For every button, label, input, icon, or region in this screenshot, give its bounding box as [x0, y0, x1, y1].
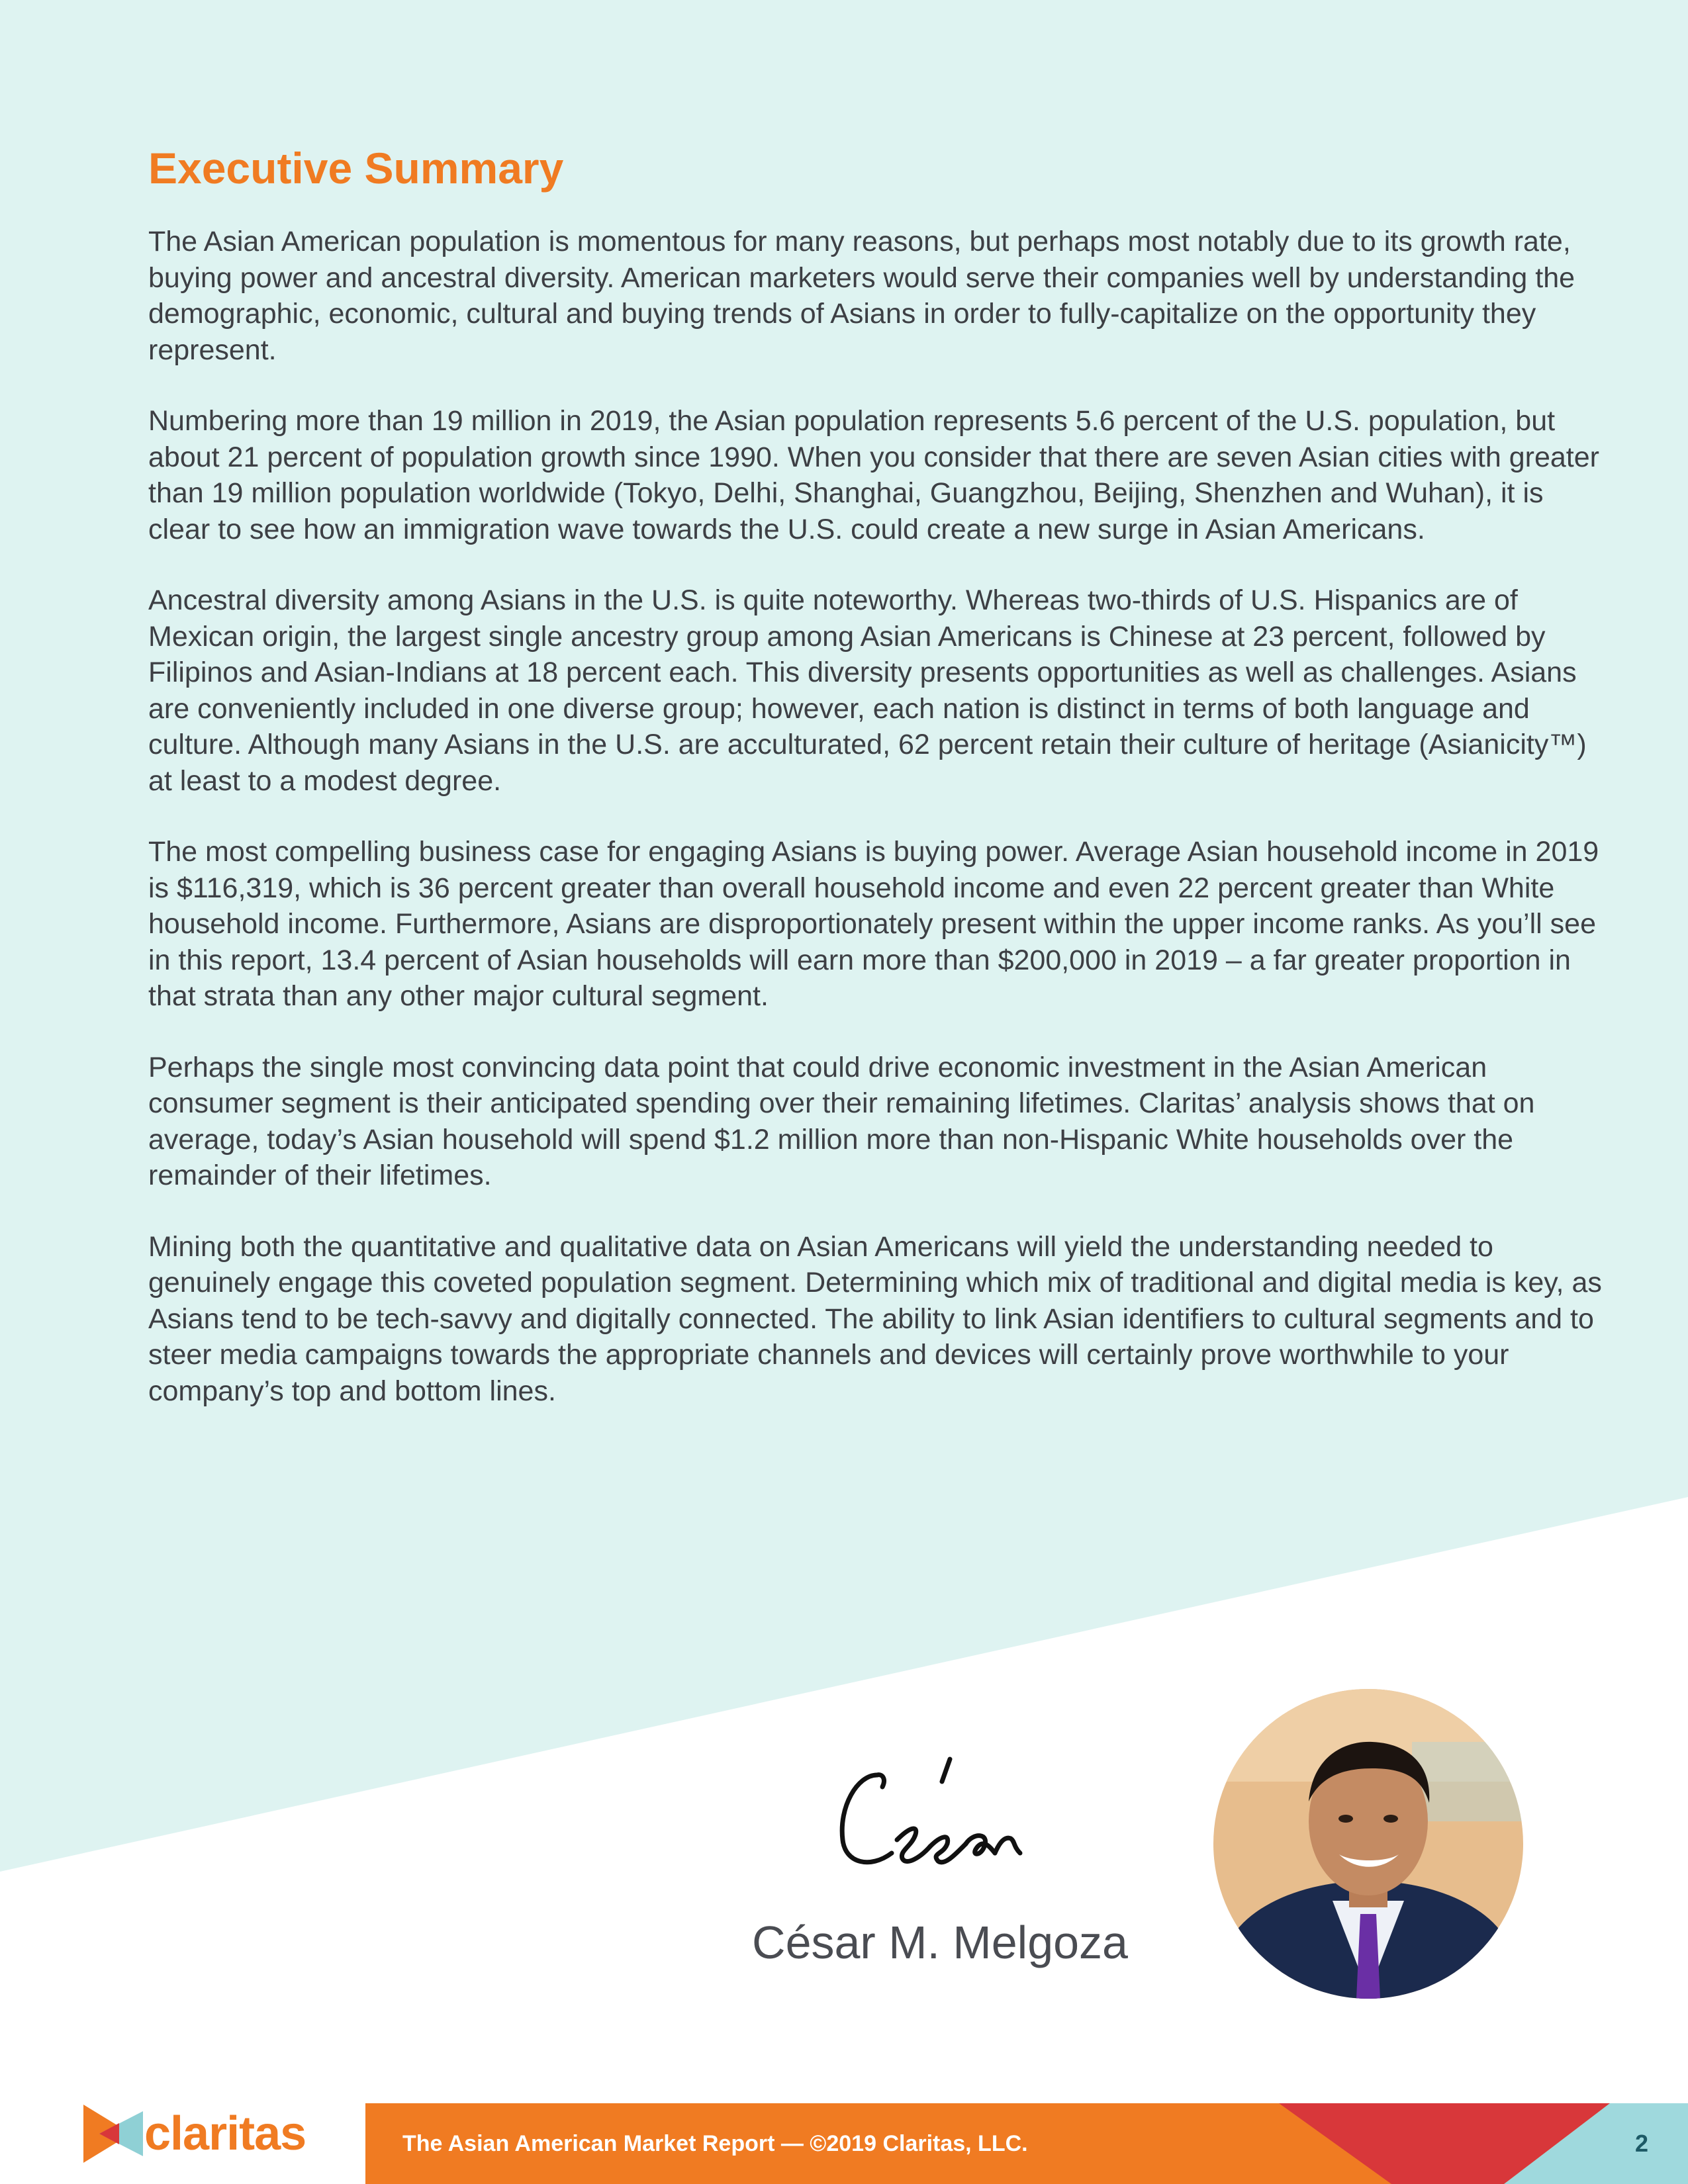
signature	[831, 1747, 1043, 1886]
claritas-logo	[79, 2102, 331, 2165]
executive-summary	[148, 139, 1605, 1444]
claritas-wordmark: claritas	[144, 2107, 306, 2160]
paragraph: The most compelling business case for engaging Asians is buying power. Average Asian household income in 2019 is $116,319, which is 36 percent greater than overall household income and even 22 percent greater than White household income. Furthermore, Asians are disproportionately present within the upper income ranks. As you’ll see in this report, 13.4 percent of Asian households will earn more than $200,000 in 2019 – a far greater proportion in that strata than any other major cultural segment.	[148, 836, 1599, 1012]
page-number: 2	[1634, 2130, 1649, 2157]
paragraph: Ancestral diversity among Asians in the U.S. is quite noteworthy. Whereas two-thirds of U.S. Hispanics are of Mexican origin, the largest single ancestry group among Asian Americans is Chinese at 23 percent, followed by Filipinos and Asian-Indians at 18 percent each. This diversity presents opportunities as well as challenges. Asians are conveniently included in one diverse group; however, each nation is distinct in terms of both language and culture. Although many Asians in the U.S. are acculturated, 62 percent retain their culture of heritage (Asianicity™) at least to a modest degree.	[148, 584, 1587, 797]
author-photo	[1213, 1689, 1523, 1999]
paragraph: Numbering more than 19 million in 2019, the Asian population represents 5.6 percent of the U.S. population, but about 21 percent of population growth since 1990. When you consider that there are seven Asian cities with greater than 19 million population worldwide (Tokyo, Delhi, Shanghai, Guangzhou, Beijing, Shenzhen and Wuhan), it is clear to see how an immigration wave towards the U.S. could create a new surge in Asian Americans.	[148, 405, 1599, 545]
footer-report-title: The Asian American Market Report — ©2019 Claritas, LLC.	[402, 2131, 1028, 2156]
signer-name: César M. Melgoza	[752, 1917, 1128, 1968]
claritas-logo-icon	[79, 2102, 146, 2165]
footer-bar	[365, 2103, 1688, 2184]
paragraph: Mining both the quantitative and qualitative data on Asian Americans will yield the understanding needed to genuinely engage this coveted population segment. Determining which mix of traditional and digital media is key, as Asians tend to be tech-savvy and digitally connected. The ability to link Asian identifiers to cultural segments and to steer media campaigns towards the appropriate channels and devices will certainly prove worthwhile to your company’s top and bottom lines.	[148, 1230, 1602, 1407]
paragraph: The Asian American population is momentous for many reasons, but perhaps most notably due to its growth rate, buying power and ancestral diversity. American marketers would serve their companies well by understanding the demographic, economic, cultural and buying trends of Asians in order to fully-capitalize on the opportunity they represent.	[148, 226, 1575, 366]
page-title: Executive Summary	[148, 144, 564, 193]
paragraph: Perhaps the single most convincing data point that could drive economic investment in the Asian American consumer segment is their anticipated spending over their remaining lifetimes. Claritas’ analysis shows that on average, today’s Asian household will spend $1.2 million more than non-Hispanic White households over the remainder of their lifetimes.	[148, 1051, 1535, 1191]
